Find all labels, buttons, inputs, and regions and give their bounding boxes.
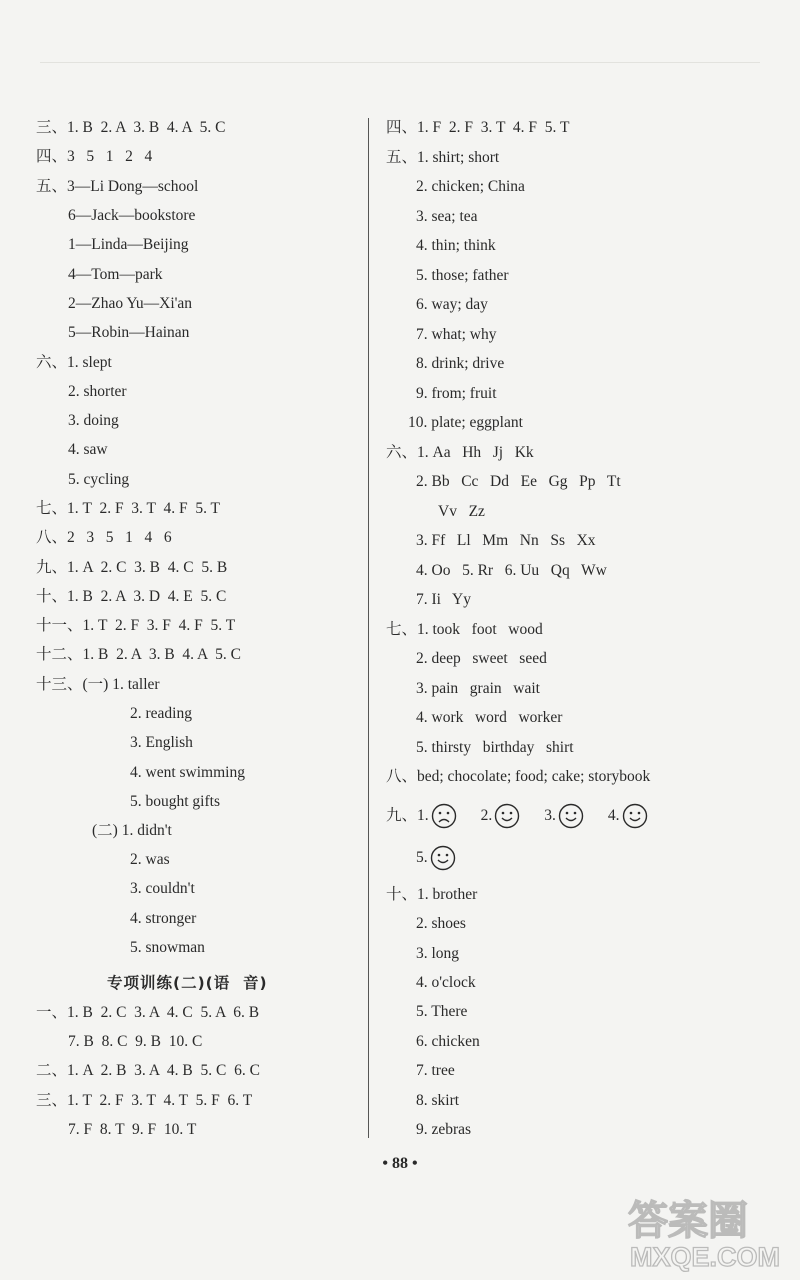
answer-line: (二) 1. didn't (92, 822, 172, 839)
answer-line: 8. drink; drive (416, 355, 505, 372)
answer-line: 3. couldn't (130, 880, 195, 897)
answer-line: 六、1. Aa Hh Jj Kk (386, 444, 534, 461)
page-number: • 88 • (382, 1155, 418, 1172)
answer-line: 4—Tom—park (68, 266, 163, 283)
answer-line: 六、1. slept (36, 354, 112, 371)
answer-line: 7. Ii Yy (416, 591, 471, 608)
answer-line: 7. F 8. T 9. F 10. T (68, 1121, 197, 1138)
watermark-line2: MXQE.COM (630, 1242, 781, 1272)
answer-line: 十二、1. B 2. A 3. B 4. A 5. C (36, 646, 241, 663)
answer-line: 二、1. A 2. B 3. A 4. B 5. C 6. C (36, 1062, 260, 1079)
answer-line: 4. o'clock (416, 974, 476, 991)
answer-line: 9. zebras (416, 1121, 472, 1138)
answer-line: 一、1. B 2. C 3. A 4. C 5. A 6. B (36, 1004, 260, 1021)
answer-line: 4. thin; think (416, 237, 496, 254)
answer-line: 5. snowman (130, 939, 205, 956)
answer-line: 十、1. brother (386, 886, 478, 903)
watermark-logo (622, 1192, 792, 1272)
answer-line: 7. tree (416, 1062, 455, 1079)
answer-line: 4. Oo 5. Rr 6. Uu Qq Ww (416, 562, 607, 579)
sad-face-icon (431, 803, 457, 829)
answer-line: 1—Linda—Beijing (68, 236, 189, 253)
answer-line: 八、2 3 5 1 4 6 (36, 529, 172, 546)
answer-line: 七、1. T 2. F 3. T 4. F 5. T (36, 500, 221, 517)
answer-line: 4. saw (68, 441, 108, 458)
face-label: 3. (544, 807, 556, 824)
answer-line: 九、1. A 2. C 3. B 4. C 5. B (36, 559, 228, 576)
answer-line: 3. pain grain wait (416, 680, 540, 697)
answer-line: Vv Zz (438, 503, 485, 520)
happy-face-icon (558, 803, 584, 829)
answer-line: 3. doing (68, 412, 119, 429)
answer-line: 五、3—Li Dong—school (36, 178, 199, 195)
faces-prefix: 九、 (386, 807, 418, 824)
answer-line: 3. English (130, 734, 193, 751)
face-label: 1. (417, 807, 429, 824)
answer-line: 4. work word worker (416, 709, 563, 726)
answer-line: 2. chicken; China (416, 178, 525, 195)
section-heading: 专项训练(二)(语 音) (107, 974, 268, 992)
face-label: 5. (416, 849, 428, 866)
answer-line: 5—Robin—Hainan (68, 324, 190, 341)
answer-line: 5. thirsty birthday shirt (416, 739, 574, 756)
answer-line: 3. sea; tea (416, 208, 478, 225)
happy-face-icon (494, 803, 520, 829)
faces-row (416, 844, 460, 872)
answer-line: 4. went swimming (130, 764, 245, 781)
answer-line: 3. long (416, 945, 460, 962)
answer-line: 2—Zhao Yu—Xi'an (68, 295, 193, 312)
answer-line: 三、1. T 2. F 3. T 4. T 5. F 6. T (36, 1092, 253, 1109)
faces-row (386, 802, 652, 830)
answer-line: 2. shorter (68, 383, 127, 400)
answer-line: 2. reading (130, 705, 192, 722)
answer-line: 6—Jack—bookstore (68, 207, 196, 224)
answer-line: 4. stronger (130, 910, 197, 927)
answer-line: 十一、1. T 2. F 3. F 4. F 5. T (36, 617, 236, 634)
answer-line: 5. There (416, 1003, 468, 1020)
answer-line: 5. bought gifts (130, 793, 220, 810)
answer-line: 8. skirt (416, 1092, 460, 1109)
answer-line: 2. shoes (416, 915, 466, 932)
answer-line: 2. Bb Cc Dd Ee Gg Pp Tt (416, 473, 621, 490)
watermark-line1: 答案圈 (628, 1199, 748, 1243)
answer-line: 5. those; father (416, 267, 509, 284)
column-divider (368, 118, 369, 1138)
answer-line: 7. what; why (416, 326, 497, 343)
answer-line: 6. way; day (416, 296, 488, 313)
answer-line: 十三、(一) 1. taller (36, 676, 160, 693)
answer-line: 9. from; fruit (416, 385, 497, 402)
top-rule (40, 62, 760, 63)
answer-line: 七、1. took foot wood (386, 621, 543, 638)
answer-line: 3. Ff Ll Mm Nn Ss Xx (416, 532, 596, 549)
answer-line: 十、1. B 2. A 3. D 4. E 5. C (36, 588, 227, 605)
face-label: 4. (607, 807, 620, 824)
answer-line: 五、1. shirt; short (386, 149, 500, 166)
answer-line: 5. cycling (68, 471, 130, 488)
happy-face-icon (622, 803, 648, 829)
answer-line: 6. chicken (416, 1033, 480, 1050)
answer-line: 三、1. B 2. A 3. B 4. A 5. C (36, 119, 226, 136)
happy-face-icon (430, 845, 456, 871)
answer-line: 2. deep sweet seed (416, 650, 547, 667)
answer-line: 八、bed; chocolate; food; cake; storybook (386, 768, 651, 785)
answer-line: 2. was (130, 851, 170, 868)
answer-line: 10. plate; eggplant (408, 414, 523, 431)
face-label: 2. (480, 807, 493, 824)
answer-line: 7. B 8. C 9. B 10. C (68, 1033, 203, 1050)
answer-line: 四、3 5 1 2 4 (36, 148, 153, 165)
answer-line: 四、1. F 2. F 3. T 4. F 5. T (386, 119, 570, 136)
